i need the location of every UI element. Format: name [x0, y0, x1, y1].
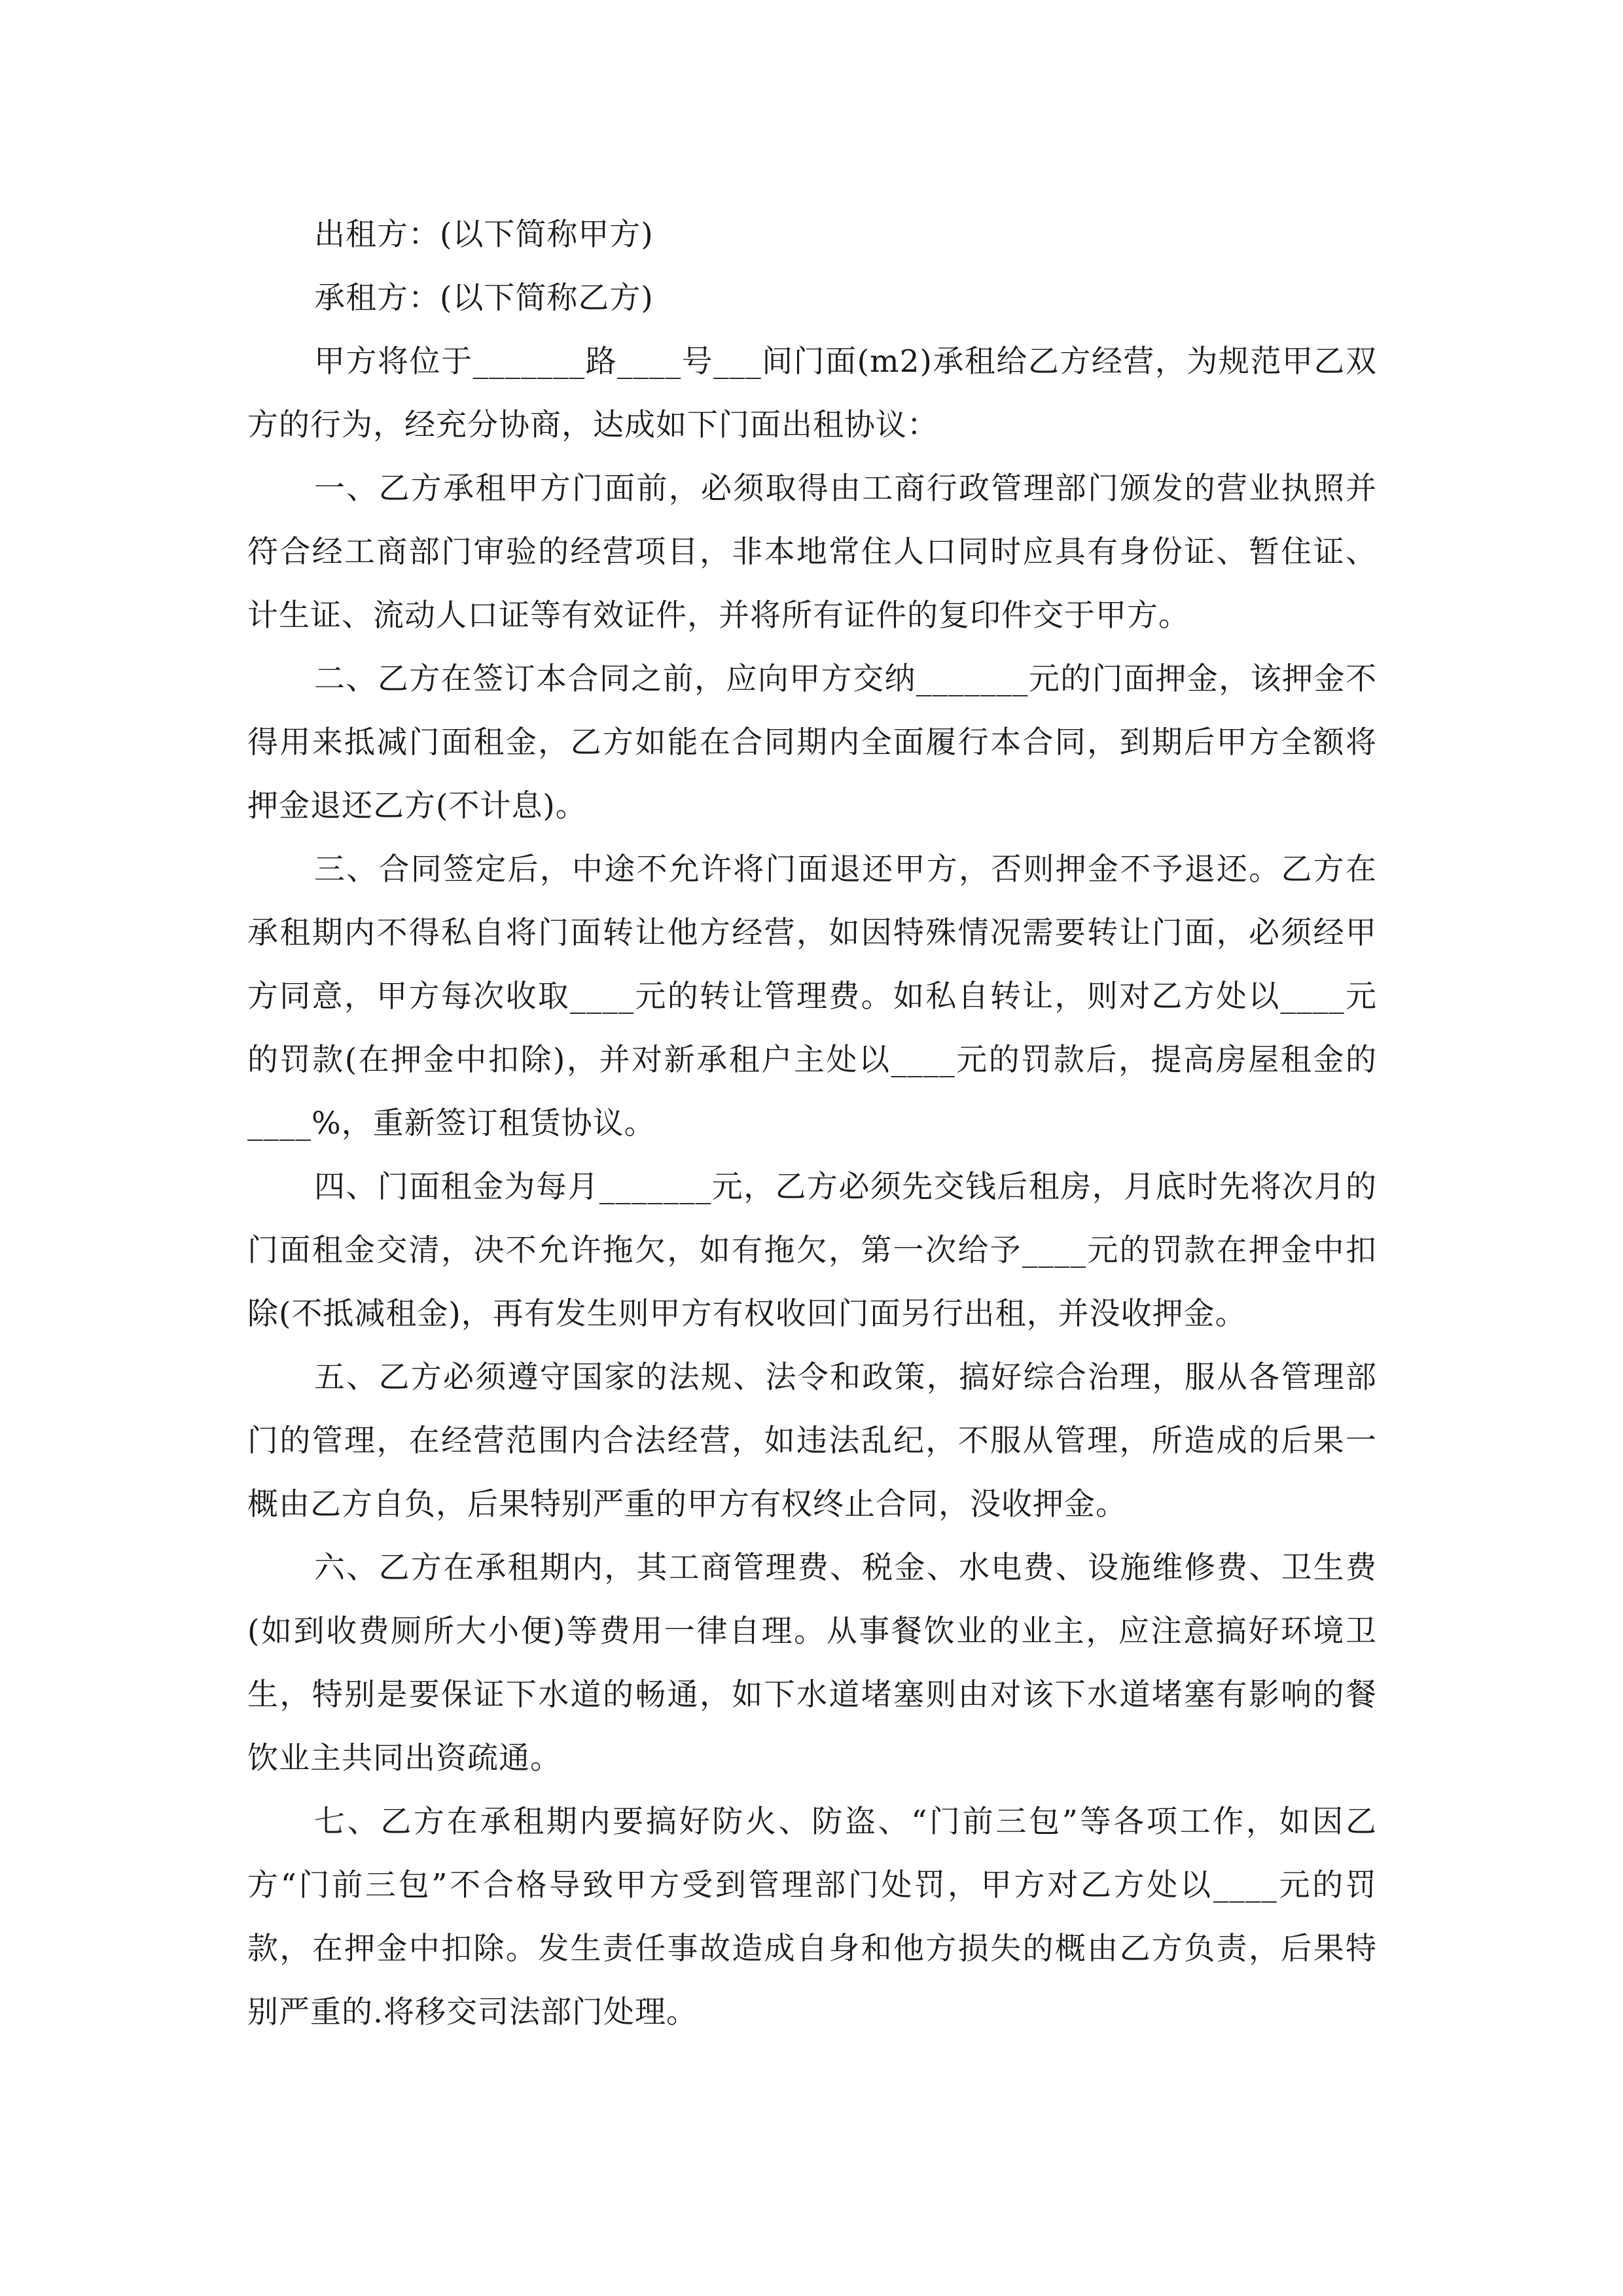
- clause-5: 五、乙方必须遵守国家的法规、法令和政策，搞好综合治理，服从各管理部门的管理，在经营范围内合法经营，如违法乱纪，不服从管理，所造成的后果一概由乙方自负，后果特别严重的甲方有权终止合同，没收押金。: [247, 1359, 1377, 1522]
- clause-7: 七、乙方在承租期内要搞好防火、防盗、“门前三包”等各项工作，如因乙方“门前三包”不合格导致甲方受到管理部门处罚，甲方对乙方处以____元的罚款，在押金中扣除。发生责任事故造成自身和他方损失的概由乙方负责，后果特别严重的.将移交司法部门处理。: [247, 1804, 1377, 2030]
- document-page: [247, 203, 1377, 2044]
- clause-2: 二、乙方在签订本合同之前，应向甲方交纳_______元的门面押金，该押金不得用来抵减门面租金，乙方如能在合同期内全面履行本合同，到期后甲方全额将押金退还乙方(不计息)。: [247, 661, 1377, 824]
- clause-1: 一、乙方承租甲方门面前，必须取得由工商行政管理部门颁发的营业执照并符合经工商部门审验的经营项目，非本地常住人口同时应具有身份证、暂住证、计生证、流动人口证等有效证件，并将所有证件的复印件交于甲方。: [247, 471, 1377, 634]
- intro-paragraph: 甲方将位于_______路____号___间门面(m2)承租给乙方经营，为规范甲乙双方的行为，经充分协商，达成如下门面出租协议：: [247, 344, 1377, 443]
- lessor-line: 出租方：(以下简称甲方): [314, 217, 654, 253]
- clause-4: 四、门面租金为每月_______元，乙方必须先交钱后租房，月底时先将次月的门面租金交清，决不允许拖欠，如有拖欠，第一次给予____元的罚款在押金中扣除(不抵减租金)，再有发生则甲方有权收回门面另行出租，并没收押金。: [247, 1169, 1377, 1332]
- clause-3: 三、合同签定后，中途不允许将门面退还甲方，否则押金不予退还。乙方在承租期内不得私自将门面转让他方经营，如因特殊情况需要转让门面，必须经甲方同意，甲方每次收取____元的转让管理费。如私自转让，则对乙方处以____元的罚款(在押金中扣除)，并对新承租户主处以____元的罚款后，提高房屋租金的____%，重新签订租赁协议。: [247, 852, 1377, 1141]
- lessee-line: 承租方：(以下简称乙方): [314, 280, 654, 316]
- clause-6: 六、乙方在承租期内，其工商管理费、税金、水电费、设施维修费、卫生费(如到收费厕所大小便)等费用一律自理。从事餐饮业的业主，应注意搞好环境卫生，特别是要保证下水道的畅通，如下水道堵塞则由对该下水道堵塞有影响的餐饮业主共同出资疏通。: [247, 1550, 1377, 1776]
